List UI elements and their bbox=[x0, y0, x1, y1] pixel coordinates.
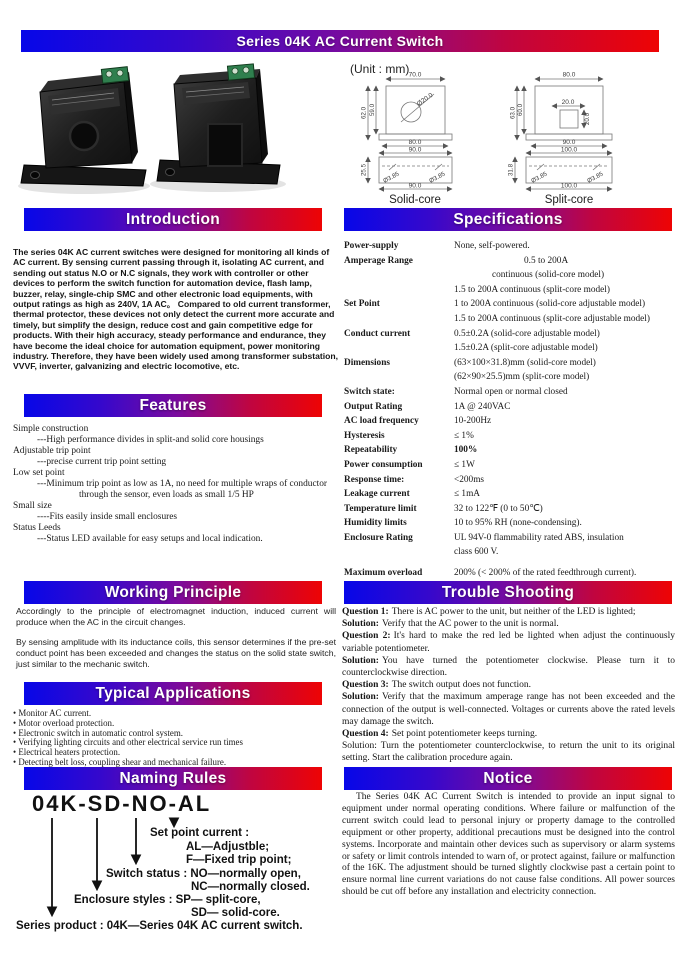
spec-label: Dimensions bbox=[344, 357, 390, 368]
trouble-shooting-entry bbox=[342, 630, 675, 654]
application-item: • Detecting belt loss, coupling shear and mechanical failure. bbox=[13, 758, 339, 768]
application-item: • Electronic switch in automatic control system. bbox=[13, 729, 339, 739]
entry-lead: Question 3: bbox=[342, 680, 389, 691]
features-header: Features bbox=[24, 394, 322, 417]
spec-label: Maximum overload bbox=[344, 568, 423, 579]
spec-row bbox=[344, 545, 676, 560]
feature-line: ---Status LED available for easy setups and local indication. bbox=[37, 534, 263, 544]
photo-solid-core-device bbox=[18, 67, 150, 194]
spec-row bbox=[344, 487, 676, 502]
dim-solid-hole: Ø20.0 bbox=[415, 91, 435, 108]
terminal-block bbox=[227, 64, 254, 80]
dim-split-side-hole-r: Ø3.85 bbox=[586, 170, 605, 185]
entry-lead: Solution: bbox=[342, 619, 379, 630]
spec-label: Leakage current bbox=[344, 489, 410, 500]
spec-label bbox=[344, 283, 454, 298]
dim-split-base-w2: 100.0 bbox=[560, 146, 578, 154]
dim-solid-side-hole-r: Ø3.85 bbox=[428, 170, 447, 185]
spec-row bbox=[344, 566, 676, 581]
working-principle-para1: Accordingly to the principle of electromagnet induction, induced current will produce when the AC in the circuit changes. bbox=[16, 606, 336, 627]
spec-row bbox=[344, 516, 676, 531]
spec-value: 1A @ 240VAC bbox=[454, 401, 511, 412]
dimension-drawings bbox=[348, 60, 676, 208]
set-point-option-al: AL—Adjustble; bbox=[186, 841, 270, 853]
entry-text: The switch output does not function. bbox=[391, 680, 532, 691]
naming-rules-diagram bbox=[14, 791, 348, 956]
dim-solid-base-w1: 80.0 bbox=[408, 139, 422, 146]
spec-label: Power consumption bbox=[344, 459, 423, 470]
spec-value: continuous (solid-core model) bbox=[492, 270, 605, 281]
notice-body: The Series 04K AC Current Switch is intended to provide an input signal to equipment under normal operating conditions. Where failure or malfunction of the current switch could lead to personal injury or property damage to the controlled equipment or other property, additional precautions must be designed into the control systems. Incorporate and maintain other devices such as supervisory or alarm systems or safety or limit controls intended to warn of, or protect against, failure or malfunction of the 16K. The adjustment should be turned slightly clockwise past a certain point to ensure normal line current variations do not cause false conditions. All power sources should be cut off before any installation and electricity connection. bbox=[342, 792, 675, 898]
drawing-solid-core-labels bbox=[361, 72, 447, 207]
spec-row bbox=[344, 502, 676, 517]
spec-row bbox=[344, 341, 676, 356]
spec-row bbox=[344, 254, 676, 269]
spec-label: Enclosure Rating bbox=[344, 532, 413, 543]
spec-value: (63×100×31.8)mm (solid-core model) bbox=[454, 357, 596, 368]
dim-split-side-h: 31.8 bbox=[507, 163, 515, 177]
feature-line: Status Leeds bbox=[13, 523, 61, 533]
entry-text: Verify that the maximum amperage range has not been exceeded and the connection of the output is well-connected. Voltages or currents above the rated levels may damage the switch. bbox=[342, 692, 675, 727]
specifications-table bbox=[344, 239, 676, 581]
caption-split-core: Split-core bbox=[544, 194, 594, 206]
spec-row bbox=[344, 283, 676, 298]
dim-solid-side-hole-l: Ø3.85 bbox=[382, 170, 401, 185]
series-product-label: Series product : 04K—Series 04K AC current switch. bbox=[16, 920, 303, 932]
caption-solid-core: Solid-core bbox=[389, 194, 441, 206]
working-principle-para2: By sensing amplitude with its inductance coils, this sensor determines if the pre-set conduct point has been exceeded and changes the status on the solid state switch, just similar to the mechanic switch. bbox=[16, 637, 336, 669]
spec-row bbox=[344, 443, 676, 458]
trouble-shooting-entry bbox=[342, 606, 675, 618]
spec-row bbox=[344, 385, 676, 400]
features-list bbox=[13, 424, 339, 545]
enclosure-styles-label: Enclosure styles : SP— split-core, bbox=[74, 894, 261, 906]
spec-row bbox=[344, 297, 676, 312]
naming-rules-header: Naming Rules bbox=[24, 767, 322, 790]
spec-label: Response time: bbox=[344, 474, 405, 485]
entry-lead: Solution: bbox=[342, 692, 379, 703]
entry-lead: Solution: bbox=[342, 655, 379, 666]
set-point-option-f: F—Fixed trip point; bbox=[186, 854, 292, 866]
spec-label: Hysteresis bbox=[344, 430, 385, 441]
dim-split-hole-w: 20.0 bbox=[561, 99, 575, 106]
entry-text: Set point potentiometer keeps turning. bbox=[391, 729, 538, 740]
spec-value: 1.5±0.2A (split-core adjustable model) bbox=[454, 343, 598, 354]
dimension-drawing-canvas bbox=[348, 60, 676, 208]
spec-value: 1 to 200A continuous (solid-core adjustable model) bbox=[454, 299, 646, 310]
product-photo-illustration bbox=[18, 62, 343, 204]
entry-lead: Question 1: bbox=[342, 607, 389, 617]
spec-label: Repeatability bbox=[344, 445, 398, 456]
feature-line: ----Fits easily inside small enclosures bbox=[37, 512, 178, 522]
working-principle-body bbox=[16, 606, 336, 680]
spec-label bbox=[344, 370, 454, 385]
spec-value: 0.5 to 200A bbox=[524, 255, 569, 266]
feature-line: ---precise current trip point setting bbox=[37, 457, 167, 467]
typical-applications-list bbox=[13, 709, 339, 768]
working-principle-header: Working Principle bbox=[24, 581, 322, 604]
feature-line: through the sensor, even loads as small 1/5 HP bbox=[79, 490, 254, 500]
spec-value: 1.5 to 200A continuous (split-core model) bbox=[454, 284, 610, 295]
application-item: • Motor overload protection. bbox=[13, 719, 339, 729]
feature-line: Adjustable trip point bbox=[13, 446, 91, 456]
trouble-shooting-header: Trouble Shooting bbox=[344, 581, 672, 604]
spec-row bbox=[344, 312, 676, 327]
set-point-label: Set point current : bbox=[150, 827, 250, 839]
spec-label: Amperage Range bbox=[344, 255, 413, 266]
spec-value: UL 94V-0 flammability rated ABS, insulation bbox=[454, 532, 624, 543]
spec-label bbox=[344, 545, 454, 560]
dim-split-side-hole-l: Ø3.85 bbox=[530, 170, 549, 185]
entry-text: Verify that the AC power to the unit is normal. bbox=[381, 619, 559, 630]
spec-value: 32 to 122℉ (0 to 50℃) bbox=[454, 503, 543, 514]
unit-label: (Unit : mm) bbox=[350, 62, 410, 76]
spec-row bbox=[344, 531, 676, 546]
dim-solid-side-h: 25.5 bbox=[360, 163, 368, 177]
spec-label: Power-supply bbox=[344, 241, 399, 251]
dim-split-base-w1: 90.0 bbox=[562, 139, 576, 146]
spec-label: Output Rating bbox=[344, 401, 403, 412]
dim-solid-side-w: 90.0 bbox=[408, 182, 422, 190]
spec-value: ≤ 1% bbox=[454, 430, 474, 441]
spec-label: Set Point bbox=[344, 299, 380, 310]
spec-value: Normal open or normal closed bbox=[454, 386, 568, 397]
trouble-shooting-entry bbox=[342, 728, 675, 740]
spec-label: Switch state: bbox=[344, 386, 395, 397]
entry-text: You have turned the potentiometer clockwise. Please turn it to counterclockwise direction. bbox=[342, 655, 675, 679]
application-item: • Verifying lighting circuits and other electrical service run times bbox=[13, 738, 339, 748]
dim-solid-h-outer: 62.0 bbox=[360, 106, 368, 120]
spec-value: (62×90×25.5)mm (split-core model) bbox=[454, 372, 590, 383]
spec-label bbox=[344, 268, 454, 283]
spec-label: Temperature limit bbox=[344, 503, 417, 514]
spec-value: <200ms bbox=[454, 474, 485, 485]
page-title: Series 04K AC Current Switch bbox=[21, 30, 659, 52]
trouble-shooting-entry bbox=[342, 618, 675, 630]
spec-value: 100% bbox=[454, 445, 478, 456]
spec-label: Conduct current bbox=[344, 328, 411, 339]
spec-row bbox=[344, 370, 676, 385]
entry-lead: Question 4: bbox=[342, 729, 389, 740]
application-item: • Monitor AC current. bbox=[13, 709, 339, 719]
spec-row bbox=[344, 458, 676, 473]
dim-split-h-outer: 63.0 bbox=[509, 106, 517, 120]
spec-label bbox=[344, 341, 454, 356]
dim-solid-top-width: 70.0 bbox=[408, 71, 422, 79]
trouble-shooting-entry bbox=[342, 740, 675, 764]
trouble-shooting-entry bbox=[342, 679, 675, 691]
spec-value: ≤ 1W bbox=[454, 459, 475, 470]
dim-split-top-width: 80.0 bbox=[562, 71, 576, 79]
spec-row bbox=[344, 400, 676, 415]
terminal-block bbox=[101, 67, 128, 84]
drawing-split-core-labels bbox=[508, 72, 605, 207]
trouble-shooting-entry bbox=[342, 691, 675, 728]
spec-value: class 600 V. bbox=[454, 547, 499, 558]
spec-value: ≤ 1mA bbox=[454, 489, 481, 500]
spec-row bbox=[344, 414, 676, 429]
introduction-body: The series 04K AC current switches were designed for monitoring all kinds of AC current. By sensing current passing through it, isolating AC current, and sending out status N.O or N.C signals, they work with controller or other devices to perform the switch function for automation device, flash lamp, buzzer, relay, single-chip SMC and other electronic load equipments, with output ratings as high as 240V, 1A AC。 Compared to old current transformer, thermal protector, these devices not only detect the current more accurate and timely, but simplify the design, reduce cost and gain competitive edge for products. With their high accuracy, steady performance and endurance, they have become the ideal choice for automation equipment, power monitoring industry. Therefore, they have been widely used among transformer substation, VVVF, inverter, galvanizing and electric locomotive, etc. bbox=[13, 247, 339, 372]
entry-text: There is AC power to the unit, but neither of the LED is lighted; bbox=[391, 607, 636, 617]
introduction-header: Introduction bbox=[24, 208, 322, 231]
spec-label bbox=[344, 312, 454, 327]
enclosure-option-sd: SD— solid-core. bbox=[191, 907, 280, 919]
photo-split-core-device bbox=[150, 64, 286, 192]
dim-solid-base-w2: 90.0 bbox=[408, 146, 422, 154]
spec-value: 0.5±0.2A (solid-core adjustable model) bbox=[454, 328, 600, 339]
specifications-header: Specifications bbox=[344, 208, 672, 231]
entry-text: Solution: Turn the potentiometer counterclockwise, to return the unit to its original setting. Start the calibration procedure again. bbox=[342, 741, 675, 764]
spec-row bbox=[344, 356, 676, 371]
feature-line: Small size bbox=[13, 501, 52, 511]
spec-value: 200% (< 200% of the rated feedthrough current). bbox=[454, 568, 637, 579]
spec-row bbox=[344, 429, 676, 444]
entry-text: It's hard to make the red led be lighted when adjust the continuously variable potentiometer. bbox=[342, 631, 675, 654]
spec-row bbox=[344, 268, 676, 283]
switch-status-label: Switch status : NO—normally open, bbox=[106, 868, 301, 880]
dim-split-h-inner: 60.0 bbox=[517, 103, 524, 117]
model-code: 04K-SD-NO-AL bbox=[32, 791, 212, 816]
trouble-shooting-entry bbox=[342, 655, 675, 679]
spec-value: 10 to 95% RH (none-condensing). bbox=[454, 518, 582, 529]
notice-header: Notice bbox=[344, 767, 672, 790]
spec-value: None, self-powered. bbox=[454, 241, 530, 251]
feature-line: ---Minimum trip point as low as 1A, no need for multiple wraps of conductor bbox=[37, 479, 328, 489]
spec-label: AC load frequency bbox=[344, 416, 419, 427]
feature-line: Low set point bbox=[13, 468, 65, 478]
product-photos bbox=[18, 62, 343, 204]
spec-row bbox=[344, 473, 676, 488]
spec-row bbox=[344, 239, 676, 254]
spec-value: 1.5 to 200A continuous (split-core adjustable model) bbox=[454, 313, 650, 324]
spec-row bbox=[344, 327, 676, 342]
typical-applications-header: Typical Applications bbox=[24, 682, 322, 705]
feature-line: ---High performance divides in split-and solid core housings bbox=[37, 435, 264, 445]
dim-split-hole-h: 20.0 bbox=[584, 112, 591, 126]
trouble-shooting-body bbox=[342, 606, 675, 765]
spec-value: 10-200Hz bbox=[454, 416, 492, 427]
switch-status-option-nc: NC—normally closed. bbox=[191, 881, 310, 893]
feature-line: Simple construction bbox=[13, 424, 89, 434]
dim-split-side-w: 100.0 bbox=[560, 182, 578, 190]
entry-lead: Question 2: bbox=[342, 631, 391, 642]
spec-label: Humidity limits bbox=[344, 518, 407, 529]
dim-solid-h-inner: 59.0 bbox=[369, 103, 376, 117]
application-item: • Electrical heaters protection. bbox=[13, 748, 339, 758]
